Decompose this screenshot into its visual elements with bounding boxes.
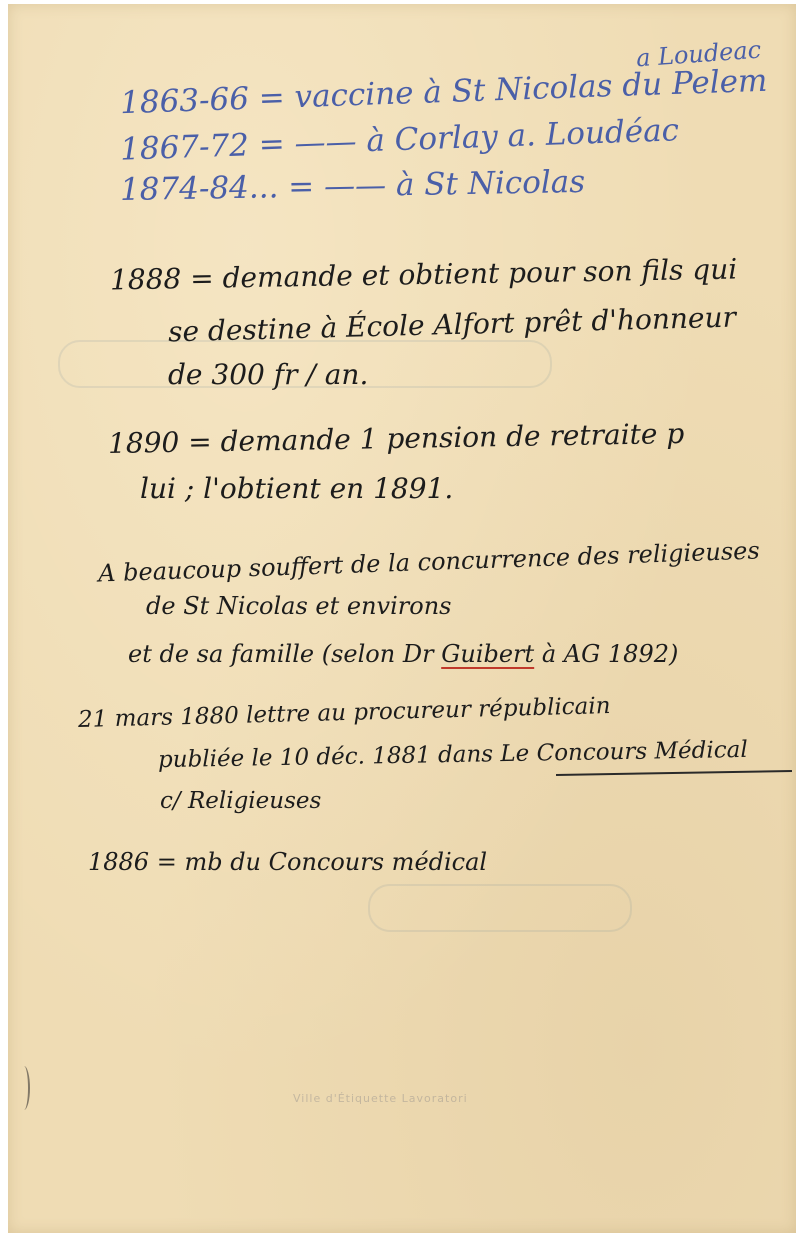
note-line-publiee — [158, 737, 748, 773]
insert-note: a Loudeac — [635, 35, 762, 73]
scan-margin — [0, 0, 8, 1237]
note-publiee-text: publiée le 10 déc. 1881 dans — [157, 741, 494, 774]
note-concours-title: Le Concours Médical — [500, 736, 748, 768]
note-ag-1892: à AG 1892) — [541, 640, 679, 668]
paper-sheet — [8, 4, 796, 1233]
note-famille-text: et de sa famille (selon Dr — [128, 640, 434, 668]
note-line-alfort: se destine à École Alfort prêt d'honneur — [167, 300, 737, 349]
note-line-1886: 1886 = mb du Concours médical — [88, 848, 488, 876]
note-guibert-name: Guibert — [441, 640, 535, 668]
note-line-blue-3: 1874-84... = —— à St Nicolas — [119, 163, 586, 209]
bleed-through-mark — [368, 884, 632, 932]
bleed-through-stamp: Ville d'Étiquette Lavoratori — [293, 1092, 468, 1105]
note-line-300fr: de 300 fr / an. — [168, 358, 369, 391]
note-line-famille — [128, 640, 678, 668]
note-line-1888: 1888 = demande et obtient pour son fils qui — [109, 252, 738, 297]
note-line-1890: 1890 = demande 1 pension de retraite p — [107, 416, 685, 461]
note-line-1880: 21 mars 1880 lettre au procureur républicain — [77, 693, 611, 733]
note-line-environs: de St Nicolas et environs — [146, 592, 452, 620]
note-line-1891: lui ; l'obtient en 1891. — [140, 472, 454, 505]
note-line-religieuses: c/ Religieuses — [160, 788, 322, 814]
title-underline — [556, 770, 792, 776]
margin-mark — [18, 1066, 30, 1110]
note-line-blue-1: 1863-66 = vaccine à St Nicolas du Pelem — [119, 62, 768, 122]
note-line-concurrence: A beaucoup souffert de la concurrence des religieuses — [97, 536, 761, 588]
note-line-blue-2: 1867-72 = —— à Corlay a. Loudéac — [119, 112, 680, 168]
